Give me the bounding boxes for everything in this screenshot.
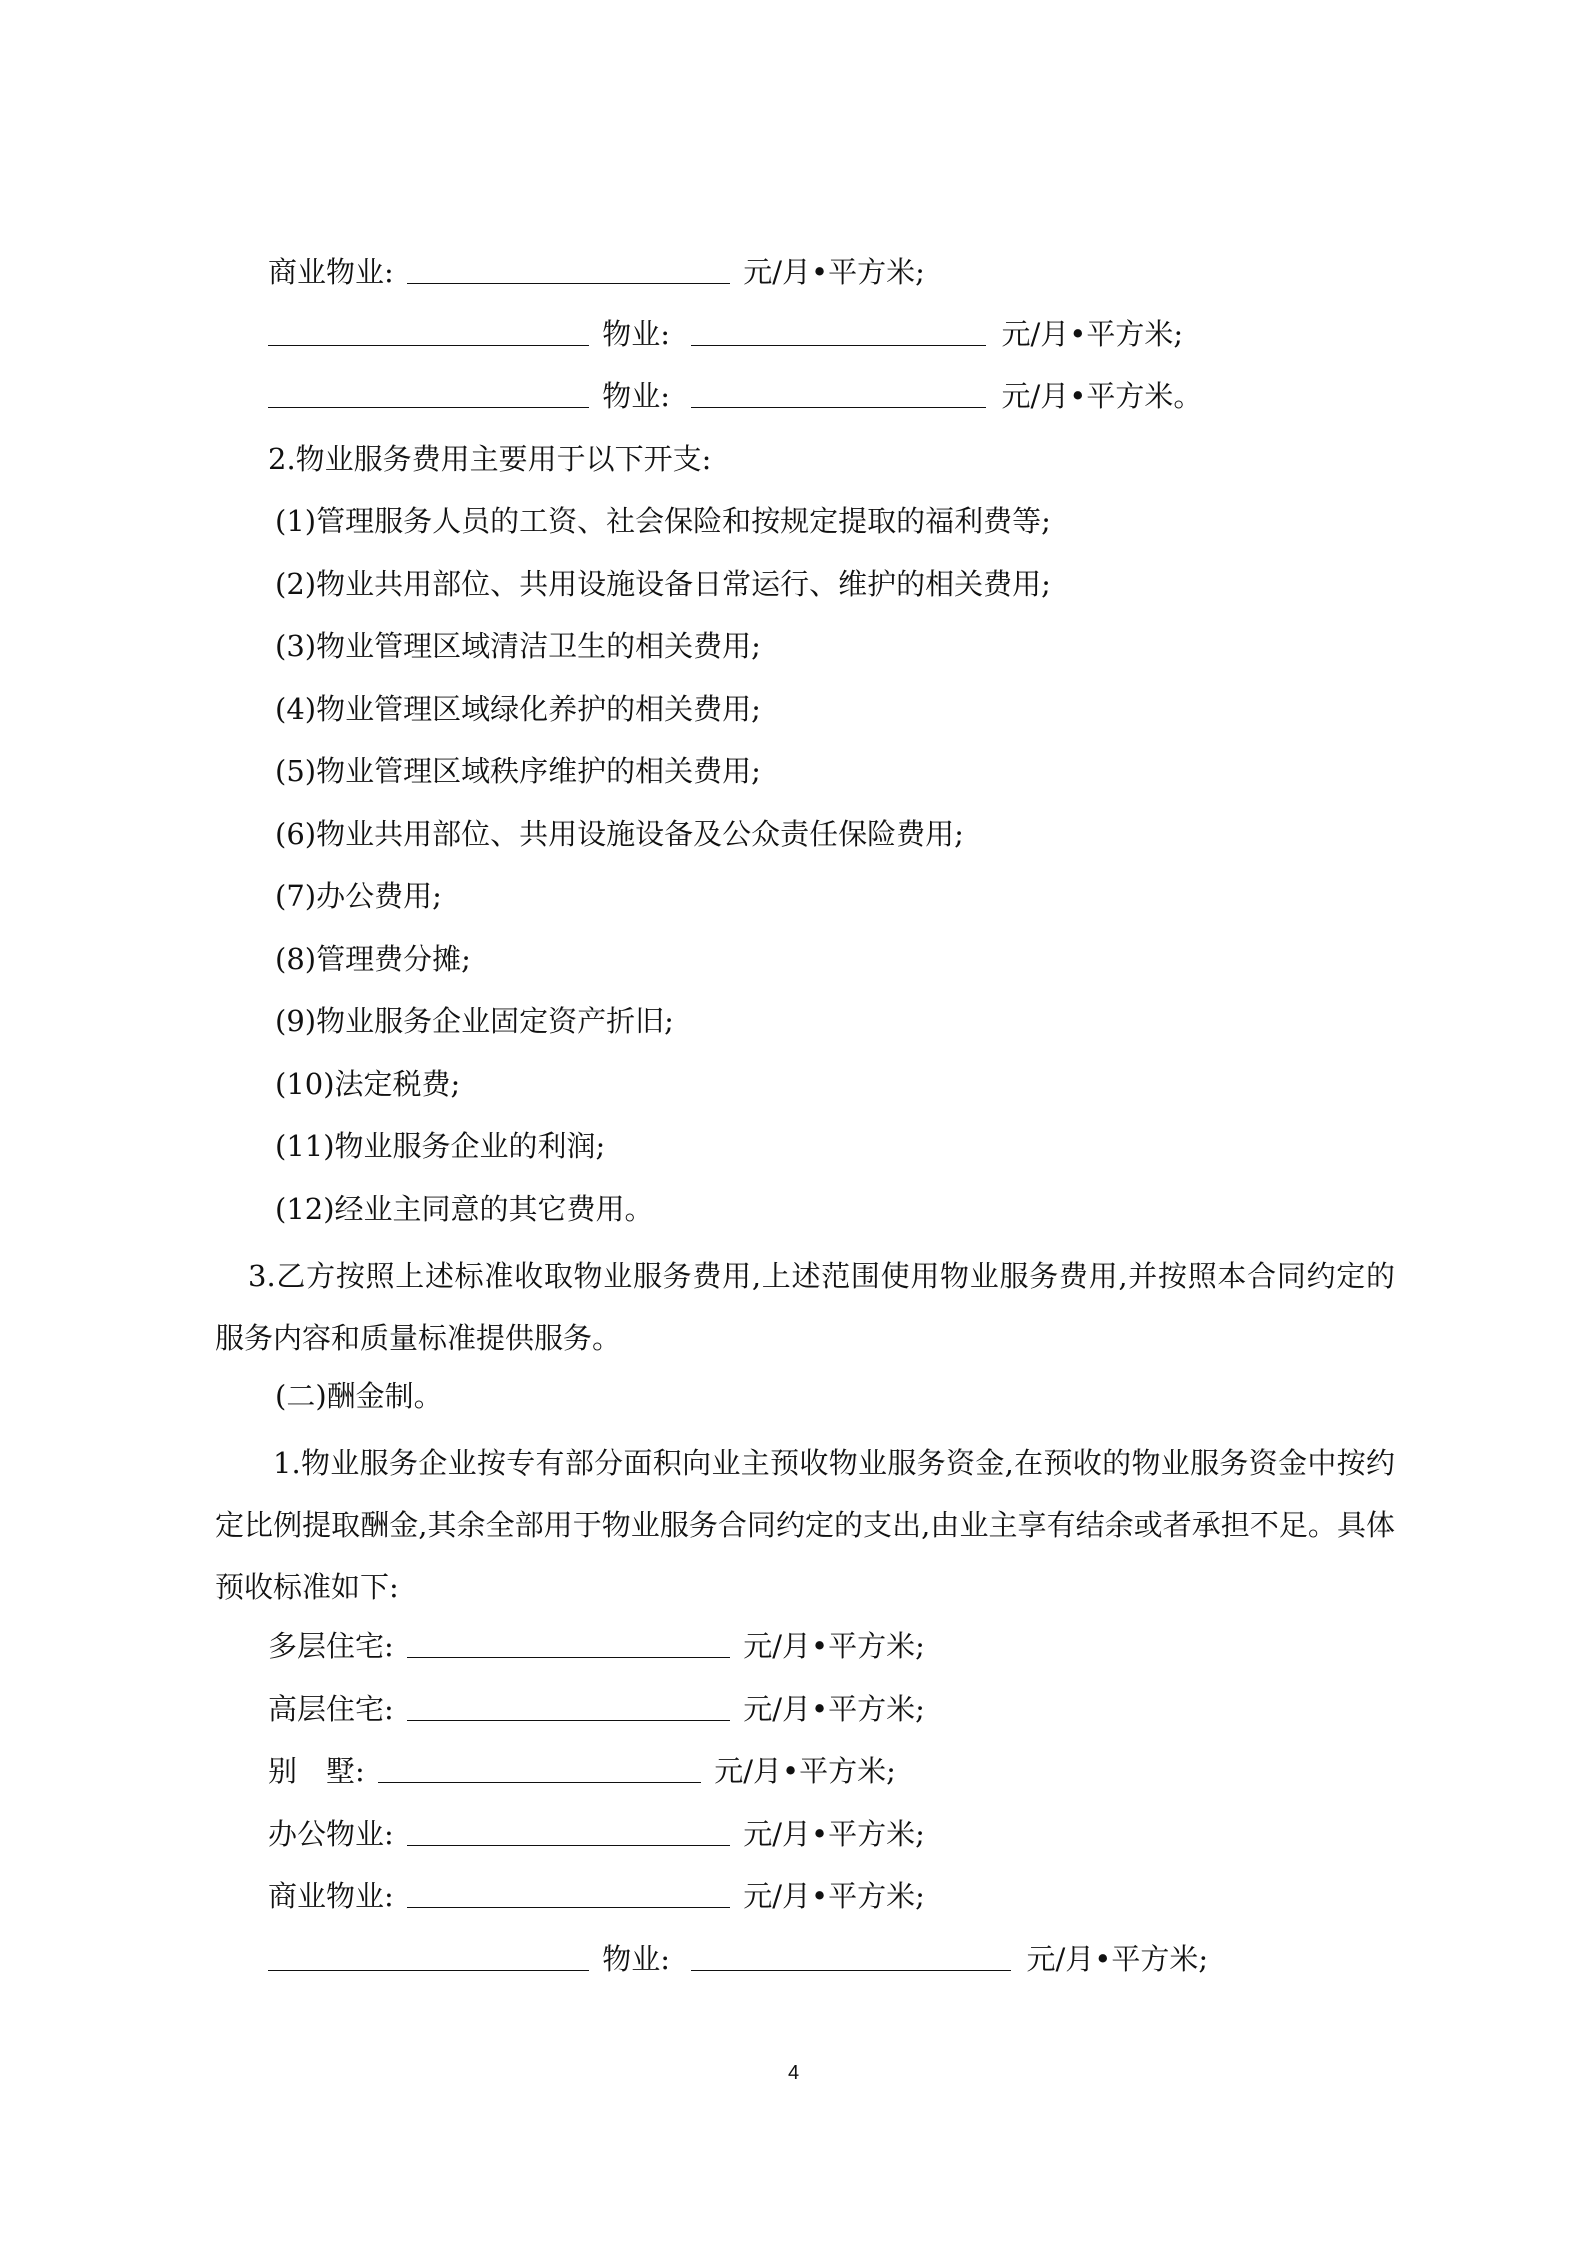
fill-blank xyxy=(268,1969,589,1971)
list-item: (12)经业主同意的其它费用。 xyxy=(275,1192,654,1226)
fill-blank xyxy=(691,1969,1011,1971)
fee-line-multi-storey xyxy=(268,1629,925,1663)
page-number: 4 xyxy=(787,2062,800,2084)
list-item: (9)物业服务企业固定资产折旧; xyxy=(275,1004,674,1038)
fee-label: 办公物业: xyxy=(268,1817,394,1851)
fee-label: 商业物业: xyxy=(268,1879,394,1913)
section-2-heading: 2.物业服务费用主要用于以下开支: xyxy=(268,442,712,476)
list-item: (8)管理费分摊; xyxy=(275,942,471,976)
list-item: (1)管理服务人员的工资、社会保险和按规定提取的福利费等; xyxy=(275,504,1051,538)
list-item: (7)办公费用; xyxy=(275,879,442,913)
remuneration-heading: (二)酬金制。 xyxy=(275,1379,443,1413)
fill-blank xyxy=(407,1906,730,1908)
fee-label: 别 墅: xyxy=(268,1754,365,1788)
fee-line-other-1 xyxy=(268,317,1184,351)
remuneration-paragraph: 1.物业服务企业按专有部分面积向业主预收物业服务资金,在预收的物业服务资金中按约定比例提取酬金,其余全部用于物业服务合同约定的支出,由业主享有结余或者承担不足。具体预收标准如下: xyxy=(215,1446,1395,1604)
fee-line-other xyxy=(268,1942,1209,1976)
fee-unit: 元/月•平方米; xyxy=(1001,317,1184,351)
fill-blank xyxy=(268,344,589,346)
list-item: (3)物业管理区域清洁卫生的相关费用; xyxy=(275,629,761,663)
fee-line-other-2 xyxy=(268,379,1203,413)
fee-line-commercial xyxy=(268,1879,925,1913)
fee-unit: 元/月•平方米。 xyxy=(1001,379,1203,413)
fill-blank xyxy=(691,406,986,408)
fill-blank xyxy=(407,1656,730,1658)
fee-unit: 元/月•平方米; xyxy=(743,1879,925,1913)
section-3-paragraph: 3.乙方按照上述标准收取物业服务费用,上述范围使用物业服务费用,并按照本合同约定的服务内容和质量标准提供服务。 xyxy=(215,1259,1395,1355)
list-item: (6)物业共用部位、共用设施设备及公众责任保险费用; xyxy=(275,817,964,851)
fill-blank xyxy=(407,1719,730,1721)
fill-blank xyxy=(691,344,986,346)
fee-unit: 元/月•平方米; xyxy=(743,1817,925,1851)
fee-line-villa xyxy=(268,1754,896,1788)
fill-blank xyxy=(407,282,730,284)
list-item: (4)物业管理区域绿化养护的相关费用; xyxy=(275,692,761,726)
fee-label: 物业: xyxy=(602,1942,670,1976)
list-item: (5)物业管理区域秩序维护的相关费用; xyxy=(275,754,761,788)
fill-blank xyxy=(378,1781,701,1783)
fee-line-office xyxy=(268,1817,925,1851)
fill-blank xyxy=(407,1844,730,1846)
list-item: (2)物业共用部位、共用设施设备日常运行、维护的相关费用; xyxy=(275,567,1051,601)
fee-unit: 元/月•平方米; xyxy=(743,1692,925,1726)
fee-label: 物业: xyxy=(602,317,670,351)
fee-label: 物业: xyxy=(602,379,670,413)
fee-line-high-rise xyxy=(268,1692,925,1726)
fee-label: 多层住宅: xyxy=(268,1629,394,1663)
list-item: (11)物业服务企业的利润; xyxy=(275,1129,606,1163)
fee-unit: 元/月•平方米; xyxy=(743,255,925,289)
fee-label: 商业物业: xyxy=(268,255,394,289)
list-item: (10)法定税费; xyxy=(275,1067,461,1101)
fill-blank xyxy=(268,406,589,408)
fee-unit: 元/月•平方米; xyxy=(1026,1942,1209,1976)
fee-unit: 元/月•平方米; xyxy=(714,1754,896,1788)
fee-unit: 元/月•平方米; xyxy=(743,1629,925,1663)
fee-label: 高层住宅: xyxy=(268,1692,394,1726)
fee-line-commercial xyxy=(268,255,925,289)
